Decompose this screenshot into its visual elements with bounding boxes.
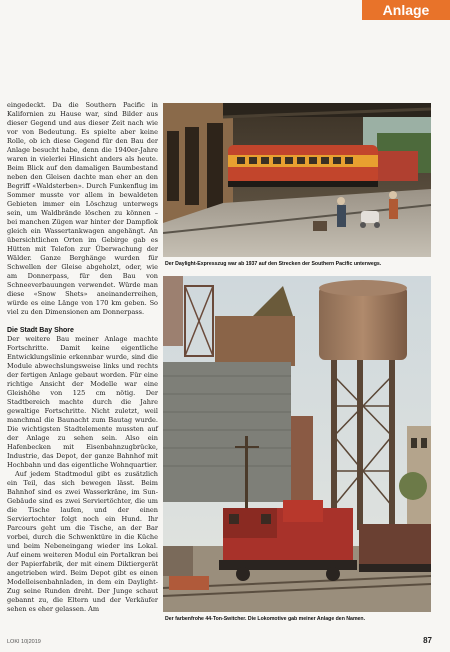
issue-label: LOKI 10|2019	[7, 639, 41, 645]
article-paragraph: Auf jedem Stadtmodul gibt es zusätzlich ein Teil, das sich bewegen lässt. Beim Bahnhof sind es zwei Wasserkräne, im Sun-Gebäude sind es zwei Serviertöchter, die um die Tische laufen, und der einen Serviertochter folgt noch ein Hund. Ihr Parcours geht um die Tische, an der Bar vorbei, durch die Schwenktüre in die Küche und beim Nebeneingang wieder ins Lokal. Auf einem weiteren Modul ein Portalkran bei der Papierfabrik, der mit einem Diktiergerät angetrieben wird. Beim Depot gibt es einen Modelleisenbahnladen, in dem ein Daylight-Zug seine Runden dreht. Der Junge schaut gebannt zu, die Eltern und der Verkäufer sehen es eher gelassen. Am	[7, 470, 158, 613]
photo-caption: Der farbenfrohe 44-Ton-Switcher. Die Lokomotive gab meiner Anlage den Namen.	[165, 616, 366, 622]
article-paragraph: eingedeckt. Da die Southern Pacific in Kalifornien zu Hause war, sind Bilder aus dieser Gegend und aus dieser Zeit nach wie vor von Bedeutung. Es spielte aber keine Rolle, ob ich diese Gegend für den Bau der Anlage besucht habe, denn die 1940er-Jahre waren in vielerlei Hinsicht anders als heute. Beim Blick auf den damaligen Baumbestand neben den Gleisen dachte man eher an den Begriff «Waldsterben». Durch Funkenflug im Sommer musste vor allem in bewaldeten Gebieten immer ein Löschzug unterwegs sein, um Waldbrände löschen zu können – bei manchen Zügen war hinter der Dampflok gleich ein Wassertankwagen angehängt. An übersichtlichen Orten im Gebirge gab es Hütten mit Telefon zur Überwachung der Wälder. Ganze Berghänge wurden für Schwellen der Gleise abgeholzt, oder, wie am Donnerpass, für den Bau von Schneeverbauungen verwendet. Würde man diese «Snow Shets» aneinanderreihen, würde es eine Länge von 170 km geben. So viel zu den Dimensionen am Donnerpass.	[7, 101, 158, 316]
section-label: Anlage	[362, 0, 450, 20]
photo-caption: Der Daylight-Expresszug war ab 1937 auf den Strecken der Southern Pacific unterwegs.	[165, 261, 382, 267]
daylight-train-photo	[163, 103, 431, 257]
page-number: 87	[423, 636, 432, 645]
article-paragraph: Der weitere Bau meiner Anlage machte Fortschritte. Damit keine eigentliche Entwicklungslinie erkennbar wurde, sind die Module abwechslungsweise links und rechts der fertigen Anlage gebaut worden. Für eine richtige Ansicht der Modelle war eine Gleishöhe von 125 cm nötig. Der Stadtbereich machte durch die Jahre gewaltige Fortschritte. Nicht zuletzt, weil manchmal die Baunacht zum Bautag wurde. Die wichtigsten Stadtelemente mussten auf der Anlage zu sehen sein. Also ein Hafenbecken mit Eisenbahnzugbrücke, Industrie, das Depot, der ganze Bahnhof mit Hochbahn und das eigentliche Wohnquartier.	[7, 335, 158, 469]
switcher-water-tank-photo	[163, 276, 431, 612]
article-text-column	[7, 101, 158, 614]
section-heading: Die Stadt Bay Shore	[7, 327, 74, 334]
